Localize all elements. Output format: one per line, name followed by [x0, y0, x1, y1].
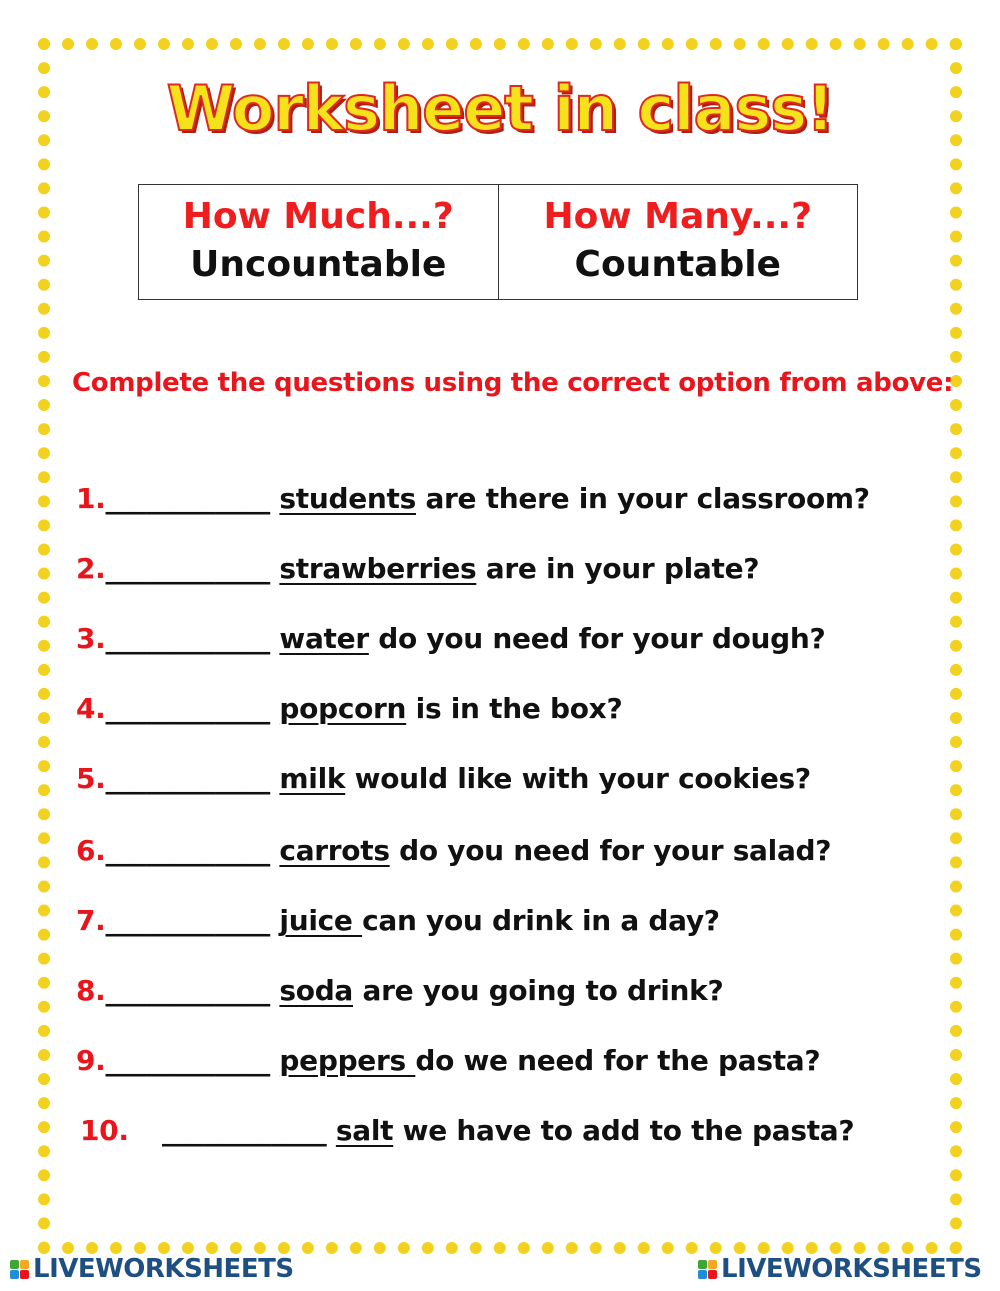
- question-number: 1.: [76, 482, 106, 515]
- answer-blank[interactable]: ____________: [105, 834, 270, 867]
- uncountable-label: Uncountable: [190, 244, 447, 285]
- question-text: is in the box?: [406, 692, 623, 725]
- question-text: do you need for your dough?: [368, 622, 826, 655]
- question-number: 10.: [80, 1114, 129, 1147]
- answer-blank[interactable]: ____________: [105, 692, 270, 725]
- question-text: are you going to drink?: [353, 974, 724, 1007]
- question-row: [76, 482, 870, 515]
- countable-column: [498, 185, 858, 299]
- question-number: 3.: [76, 622, 106, 655]
- worksheet-title: Worksheet in class!: [166, 72, 834, 145]
- answer-blank[interactable]: ____________: [105, 622, 270, 655]
- answer-blank[interactable]: ____________: [105, 762, 270, 795]
- answer-blank[interactable]: ____________: [162, 1114, 327, 1147]
- answer-blank[interactable]: ____________: [105, 552, 270, 585]
- logo-text: LIVEWORKSHEETS: [33, 1254, 294, 1284]
- rules-table: [138, 184, 858, 300]
- question-text: are there in your classroom?: [416, 482, 870, 515]
- answer-blank[interactable]: ____________: [105, 482, 270, 515]
- question-noun: milk: [279, 762, 346, 795]
- question-text: do we need for the pasta?: [415, 1044, 821, 1077]
- answer-blank[interactable]: ____________: [105, 974, 270, 1007]
- question-noun: strawberries: [279, 552, 477, 585]
- uncountable-column: [139, 185, 498, 299]
- countable-label: Countable: [574, 244, 781, 285]
- question-row: [76, 1044, 820, 1077]
- answer-blank[interactable]: ____________: [105, 1044, 270, 1077]
- liveworksheets-logo-left: [10, 1254, 294, 1284]
- how-many-label: How Many...?: [543, 196, 812, 237]
- question-row: [76, 904, 720, 937]
- liveworksheets-logo-icon: [10, 1260, 29, 1279]
- question-text: would like with your cookies?: [345, 762, 811, 795]
- question-noun: juice: [279, 904, 363, 937]
- question-number: 2.: [76, 552, 106, 585]
- question-row: [80, 1114, 854, 1147]
- question-row: [76, 622, 825, 655]
- question-text: do you need for your salad?: [389, 834, 832, 867]
- liveworksheets-logo-icon: [698, 1260, 717, 1279]
- question-text: can you drink in a day?: [362, 904, 720, 937]
- question-row: [76, 762, 811, 795]
- question-noun: students: [279, 482, 416, 515]
- question-noun: water: [279, 622, 369, 655]
- question-number: 6.: [76, 834, 106, 867]
- question-number: 4.: [76, 692, 106, 725]
- instruction-text: Complete the questions using the correct option from above:: [72, 368, 954, 398]
- answer-blank[interactable]: ____________: [105, 904, 270, 937]
- question-number: 9.: [76, 1044, 106, 1077]
- question-noun: soda: [279, 974, 354, 1007]
- logo-text: LIVEWORKSHEETS: [721, 1254, 982, 1284]
- question-row: [76, 552, 759, 585]
- question-number: 7.: [76, 904, 106, 937]
- question-text: we have to add to the pasta?: [393, 1114, 855, 1147]
- question-noun: carrots: [279, 834, 390, 867]
- question-noun: popcorn: [279, 692, 407, 725]
- liveworksheets-logo-right: [698, 1254, 982, 1284]
- question-number: 8.: [76, 974, 106, 1007]
- question-row: [76, 974, 723, 1007]
- question-number: 5.: [76, 762, 106, 795]
- question-text: are in your plate?: [476, 552, 760, 585]
- question-row: [76, 834, 831, 867]
- question-noun: peppers: [279, 1044, 416, 1077]
- how-much-label: How Much...?: [182, 196, 454, 237]
- question-row: [76, 692, 622, 725]
- question-noun: salt: [335, 1114, 394, 1147]
